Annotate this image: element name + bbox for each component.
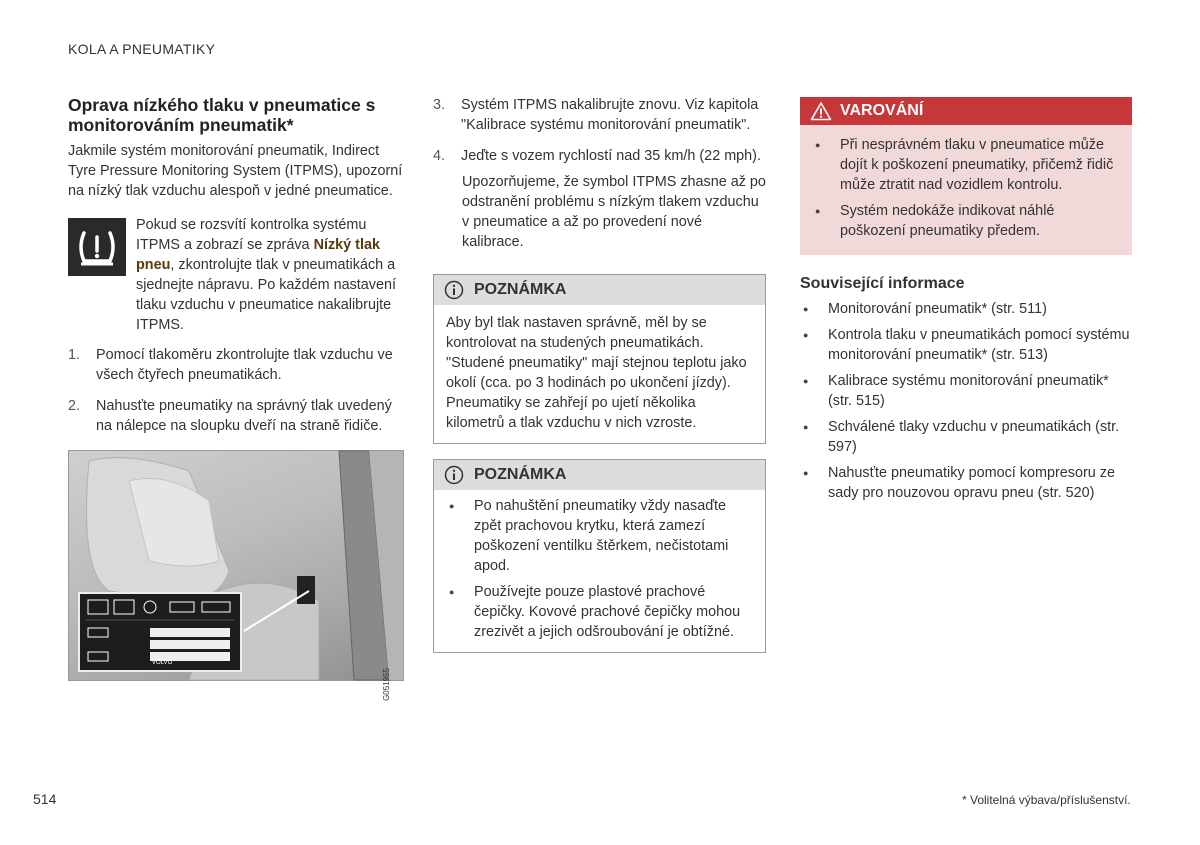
warning-title: VAROVÁNÍ	[840, 102, 924, 119]
column-middle	[433, 95, 766, 653]
info-icon	[444, 280, 464, 300]
warning-header	[800, 97, 1132, 125]
note-title: POZNÁMKA	[474, 281, 567, 298]
lamp-paragraph	[68, 215, 404, 335]
lamp-text: Pokud se rozsvítí kontrolka systému ITPMS a zobrazí se zpráva Nízký tlak pneu, zkontrolujte tlak v pneumatikách a sjednejte nápravu. Po každém nastavení tlaku vzduchu v pneumatice nakalibrujte ITPMS.	[136, 217, 396, 333]
steps-list-2	[433, 95, 766, 166]
list-item: 2. Nahusťte pneumatiky na správný tlak uvedený na nálepce na sloupku dveří na straně řidiče.	[68, 398, 392, 434]
related-link[interactable]: ● Kalibrace systému monitorování pneumatik* (str. 515)	[800, 371, 1132, 411]
note-box-1	[433, 274, 766, 444]
note-text: Aby byl tlak nastaven správně, měl by se kontrolovat na studených pneumatikách. "Studené pneumatiky" mají stejnou teplotu jako okolí (cca. po 3 hodinách po ukončení jízdy). Pneumatiky se zahřejí po ujetí několika kilometrů a tlak vzduchu v nich vzroste.	[446, 315, 747, 431]
list-item: ● Používejte pouze plastové prachové čepičky. Kovové prachové čepičky mohou zrezivět a jejich odšroubování je obtížné.	[446, 582, 753, 642]
warning-list	[812, 135, 1120, 241]
section-title: Oprava nízkého tlaku v pneumatice s monitorováním pneumatik*	[68, 95, 376, 135]
list-item: 4. Jeďte s vozem rychlostí nad 35 km/h (22 mph).	[433, 148, 761, 164]
step4-note: Upozorňujeme, že symbol ITPMS zhasne až po odstranění problému s nízkým tlakem vzduchu v pneumatice a až po provedení nové kalibrace.	[462, 174, 766, 250]
related-link[interactable]: ● Kontrola tlaku v pneumatikách pomocí systému monitorování pneumatik* (str. 513)	[800, 325, 1132, 365]
related-info-list	[800, 299, 1132, 503]
list-item: ● Po nahuštění pneumatiky vždy nasaďte zpět prachovou krytku, která zamezí poškození ventilku štěrkem, nečistotami apod.	[446, 496, 753, 576]
placard-brand: VOLVO	[152, 660, 173, 666]
info-icon	[444, 465, 464, 485]
note-header	[434, 460, 765, 490]
note-title: POZNÁMKA	[474, 466, 567, 483]
footnote: * Volitelná výbava/příslušenství.	[962, 793, 1131, 807]
list-item: 1. Pomocí tlakoměru zkontrolujte tlak vzduchu ve všech čtyřech pneumatikách.	[68, 347, 393, 383]
list-item: ● Systém nedokáže indikovat náhlé poškození pneumatiky předem.	[812, 201, 1120, 241]
list-item: 3. Systém ITPMS nakalibrujte znovu. Viz kapitola "Kalibrace systému monitorování pneumatik".	[433, 97, 759, 133]
note-list	[446, 496, 753, 642]
page-number: 514	[33, 791, 57, 807]
tire-pressure-warning-icon	[68, 218, 126, 276]
note-header	[434, 275, 765, 305]
photo-code: G051955	[382, 668, 391, 701]
related-link[interactable]: ● Schválené tlaky vzduchu v pneumatikách (str. 597)	[800, 417, 1132, 457]
warning-box	[800, 97, 1132, 255]
note-box-2	[433, 459, 766, 653]
steps-list-1	[68, 345, 404, 436]
intro-paragraph: Jakmile systém monitorování pneumatik, Indirect Tyre Pressure Monitoring System (ITPMS), upozorní na nízký tlak vzduchu alespoň v jedné pneumatice.	[68, 143, 403, 199]
list-item: ● Při nesprávném tlaku v pneumatice může dojít k poškození pneumatiky, přičemž řidič může ztratit nad vozidlem kontrolu.	[812, 135, 1120, 195]
tire-pressure-placard	[78, 592, 242, 672]
related-link[interactable]: ● Monitorování pneumatik* (str. 511)	[800, 299, 1132, 319]
column-right	[800, 97, 1132, 509]
related-link[interactable]: ● Nahusťte pneumatiky pomocí kompresoru ze sady pro nouzovou opravu pneu (str. 520)	[800, 463, 1132, 503]
related-info-title: Související informace	[800, 275, 965, 292]
section-header: KOLA A PNEUMATIKY	[68, 41, 216, 57]
message-nizky-tlak: Nízký tlak pneu	[136, 237, 380, 273]
warning-triangle-icon	[810, 101, 832, 121]
